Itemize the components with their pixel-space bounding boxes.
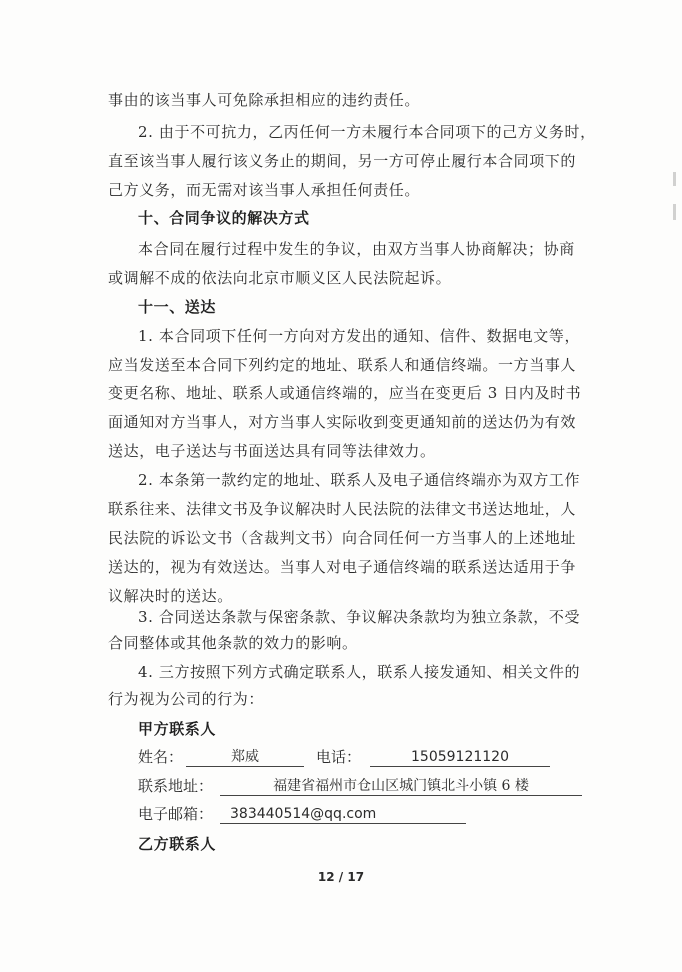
paragraph-line: 或调解不成的依法向北京市顺义区人民法院起诉。 xyxy=(108,269,452,287)
paragraph-line: 己方义务，而无需对该当事人承担任何责任。 xyxy=(108,181,421,199)
paragraph-line: 1. 本合同项下任何一方向对方发出的通知、信件、数据电文等， xyxy=(138,327,581,345)
name-label: 姓名： xyxy=(138,748,184,766)
party-b-heading: 乙方联系人 xyxy=(138,835,217,853)
section-heading-11: 十一、送达 xyxy=(138,298,217,316)
section-heading-10: 十、合同争议的解决方式 xyxy=(138,209,310,227)
paragraph-line: 联系往来、法律文书及争议解决时人民法院的法律文书送达地址，人 xyxy=(108,500,577,518)
paragraph-line: 面通知对方当事人，对方当事人实际收到变更通知前的送达仍为有效 xyxy=(108,413,577,431)
paragraph-line: 议解决时的送达。 xyxy=(108,587,233,605)
paragraph-line: 3. 合同送达条款与保密条款、争议解决条款均为独立条款，不受 xyxy=(138,608,581,626)
name-value: 郑威 xyxy=(186,748,304,767)
paragraph-line: 应当发送至本合同下列约定的地址、联系人和通信终端。一方当事人 xyxy=(108,356,577,374)
phone-value: 15059121120 xyxy=(370,748,550,767)
paragraph-line: 合同整体或其他条款的效力的影响。 xyxy=(108,634,358,652)
address-label: 联系地址： xyxy=(138,777,214,795)
paragraph-line: 送达的，视为有效送达。当事人对电子通信终端的联系送达适用于争 xyxy=(108,558,577,576)
paragraph-line: 2. 由于不可抗力，乙丙任何一方未履行本合同项下的己方义务时， xyxy=(138,123,596,141)
address-value: 福建省福州市仓山区城门镇北斗小镇 6 楼 xyxy=(220,777,582,796)
paragraph-line: 行为视为公司的行为： xyxy=(108,690,265,708)
email-label: 电子邮箱： xyxy=(138,805,214,823)
page-number: 12 / 17 xyxy=(317,870,365,884)
paragraph-line: 民法院的诉讼文书（含裁判文书）向合同任何一方当事人的上述地址 xyxy=(108,529,577,547)
party-a-heading: 甲方联系人 xyxy=(138,720,217,738)
paragraph-line: 2. 本条第一款约定的地址、联系人及电子通信终端亦为双方工作 xyxy=(138,471,581,489)
paragraph-line: 事由的该当事人可免除承担相应的违约责任。 xyxy=(108,91,421,109)
paragraph-line: 变更名称、地址、联系人或通信终端的，应当在变更后 3 日内及时书 xyxy=(108,384,582,402)
phone-label: 电话： xyxy=(316,748,362,766)
paragraph-line: 4. 三方按照下列方式确定联系人，联系人接发通知、相关文件的 xyxy=(138,663,581,681)
paragraph-line: 送达，电子送达与书面送达具有同等法律效力。 xyxy=(108,442,436,460)
paragraph-line: 直至该当事人履行该义务止的期间，另一方可停止履行本合同项下的 xyxy=(108,152,577,170)
paragraph-line: 本合同在履行过程中发生的争议，由双方当事人协商解决；协商 xyxy=(138,240,575,258)
scan-edge-mark xyxy=(673,204,676,220)
email-value: 383440514@qq.com xyxy=(220,805,466,824)
scan-edge-mark xyxy=(673,172,676,186)
